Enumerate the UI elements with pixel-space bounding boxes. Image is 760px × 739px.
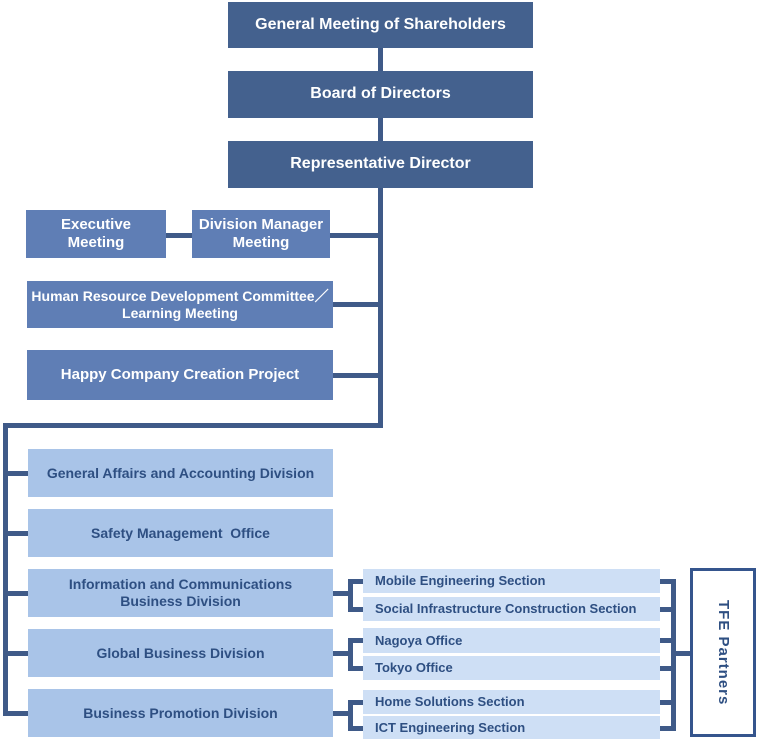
- hr-committee-line2: Learning Meeting: [122, 304, 238, 321]
- bracket-global-stub-bottom: [348, 666, 363, 671]
- node-executive-meeting: Executive Meeting: [26, 210, 166, 258]
- node-social-infrastructure-construction-section: Social Infrastructure Construction Section: [363, 597, 660, 621]
- node-board-of-directors: Board of Directors: [228, 71, 533, 118]
- bracket-info-stub-bottom: [348, 607, 363, 612]
- node-global-business-division: Global Business Division: [28, 629, 333, 677]
- node-mobile-engineering-section: Mobile Engineering Section: [363, 569, 660, 593]
- hr-committee-line1: Human Resource Development Committee／: [31, 287, 329, 304]
- connector-branch-general-affairs: [3, 471, 28, 476]
- connector-to-partner: [676, 651, 690, 656]
- connector-dmm-to-trunk: [330, 233, 383, 238]
- node-general-affairs-accounting-division: General Affairs and Accounting Division: [28, 449, 333, 497]
- node-happy-company-creation-project: Happy Company Creation Project: [27, 350, 333, 400]
- node-division-manager-meeting: Division Manager Meeting: [192, 210, 330, 258]
- node-tokyo-office: Tokyo Office: [363, 656, 660, 680]
- connector-left-vertical: [3, 423, 8, 716]
- connector-happy-to-trunk: [333, 373, 383, 378]
- node-tfe-partners: [690, 568, 756, 737]
- bracket-global-stub-top: [348, 638, 363, 643]
- node-safety-management-office: Safety Management Office: [28, 509, 333, 557]
- bracket-promotion-stub-bottom: [348, 726, 363, 731]
- node-hr-development-committee: [27, 281, 333, 328]
- node-ict-engineering-section: ICT Engineering Section: [363, 716, 660, 739]
- connector-branch-safety: [3, 531, 28, 536]
- node-nagoya-office: Nagoya Office: [363, 628, 660, 653]
- bracket-promotion-stub-top: [348, 700, 363, 705]
- node-representative-director: Representative Director: [228, 141, 533, 188]
- node-business-promotion-division: Business Promotion Division: [28, 689, 333, 737]
- node-home-solutions-section: Home Solutions Section: [363, 690, 660, 714]
- connector-trunk-horizontal: [3, 423, 383, 428]
- node-general-meeting-of-shareholders: General Meeting of Shareholders: [228, 2, 533, 48]
- connector-branch-ict-division: [3, 591, 28, 596]
- bracket-info-stub-top: [348, 579, 363, 584]
- connector-branch-promotion: [3, 711, 28, 716]
- connector-hr-to-trunk: [333, 302, 383, 307]
- tfe-partners-label: TFE Partners: [714, 599, 732, 706]
- connector-branch-global: [3, 651, 28, 656]
- connector-executive-to-dmm: [166, 233, 192, 238]
- node-information-communications-business-division: Information and Communications Business Division: [28, 569, 333, 617]
